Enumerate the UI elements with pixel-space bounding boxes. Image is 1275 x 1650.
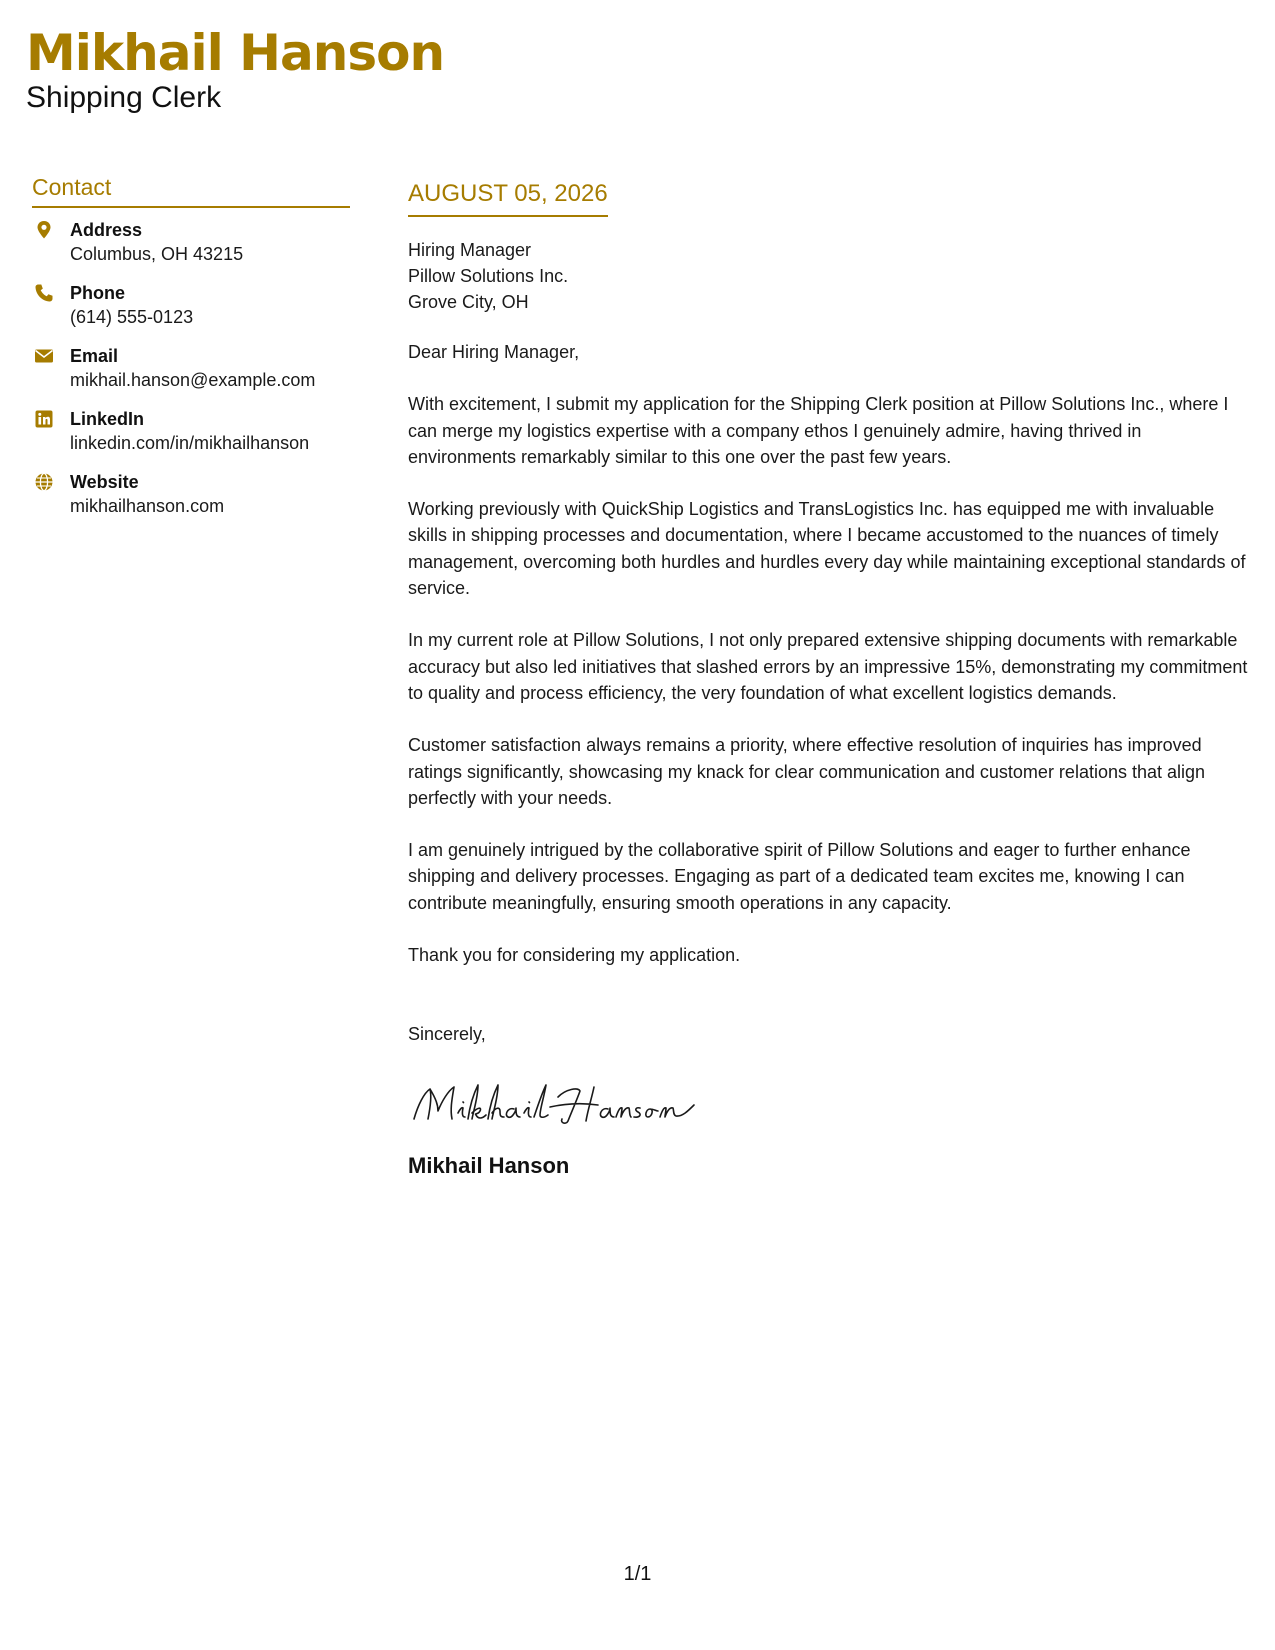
contact-label: LinkedIn <box>70 409 145 429</box>
contact-label: Website <box>70 472 139 492</box>
letter-paragraph: Thank you for considering my application. <box>408 945 741 966</box>
contact-item-address <box>32 218 350 266</box>
contact-item-website <box>32 470 350 518</box>
contact-value: mikhail.hanson@example.com <box>70 370 316 390</box>
letter-paragraph: Customer satisfaction always remains a priority, where effective resolution of inquiries has improved ratings significantly, showcasing my knack for clear communication and customer relations that align perfectly with your needs. <box>408 735 1206 808</box>
job-title: Shipping Clerk <box>26 81 222 114</box>
signer-name: Mikhail Hanson <box>408 1153 570 1179</box>
recipient-line: Pillow Solutions Inc. <box>408 266 569 286</box>
contact-value: linkedin.com/in/mikhailhanson <box>70 433 310 453</box>
signature-image <box>408 1075 1248 1135</box>
letter-paragraph: Working previously with QuickShip Logistics and TransLogistics Inc. has equipped me with invaluable skills in shipping processes and documentation, where I became accustomed to the nuances of timely management, overcoming both hurdles and hurdles every day while maintaining exceptional standards of service. <box>408 499 1246 599</box>
contact-item-linkedin <box>32 407 350 455</box>
contact-heading: Contact <box>32 172 350 208</box>
recipient-line: Grove City, OH <box>408 292 529 312</box>
contact-label: Email <box>70 346 119 366</box>
contact-value: Columbus, OH 43215 <box>70 244 244 264</box>
letter-paragraph: In my current role at Pillow Solutions, I not only prepared extensive shipping documents with remarkable accuracy but also led initiatives that slashed errors by an impressive 15%, demonstrating my commitment to quality and process efficiency, the very foundation of what excellent logistics demands. <box>408 630 1248 703</box>
page-number: 1/1 <box>623 1563 652 1585</box>
envelope-icon <box>34 346 54 366</box>
letter-paragraph: I am genuinely intrigued by the collaborative spirit of Pillow Solutions and eager to further enhance shipping and delivery processes. Engaging as part of a dedicated team excites me, knowing I can contribute meaningfully, ensuring smooth operations in any capacity. <box>408 840 1191 913</box>
salutation: Dear Hiring Manager, <box>408 342 580 362</box>
recipient-line: Hiring Manager <box>408 240 532 260</box>
map-pin-icon <box>34 220 54 240</box>
globe-icon <box>34 472 54 492</box>
contact-value: (614) 555-0123 <box>70 307 194 327</box>
contact-label: Address <box>70 220 143 240</box>
letter-date: AUGUST 05, 2026 <box>408 178 608 217</box>
contact-value: mikhailhanson.com <box>70 496 225 516</box>
phone-icon <box>34 283 54 303</box>
applicant-name: Mikhail Hanson <box>26 24 445 82</box>
contact-item-phone <box>32 281 350 329</box>
closing: Sincerely, <box>408 1024 486 1045</box>
recipient-block <box>408 237 1248 315</box>
contact-item-email <box>32 344 350 392</box>
handwritten-signature <box>408 1075 708 1135</box>
letter-body <box>408 178 1248 1181</box>
letter-paragraph: With excitement, I submit my application for the Shipping Clerk position at Pillow Solutions Inc., where I can merge my logistics expertise with a company ethos I genuinely admire, having thrived in environments remarkably similar to this one over the past few years. <box>408 394 1229 467</box>
contact-label: Phone <box>70 283 126 303</box>
linkedin-icon <box>34 409 54 429</box>
contact-sidebar <box>32 172 350 533</box>
